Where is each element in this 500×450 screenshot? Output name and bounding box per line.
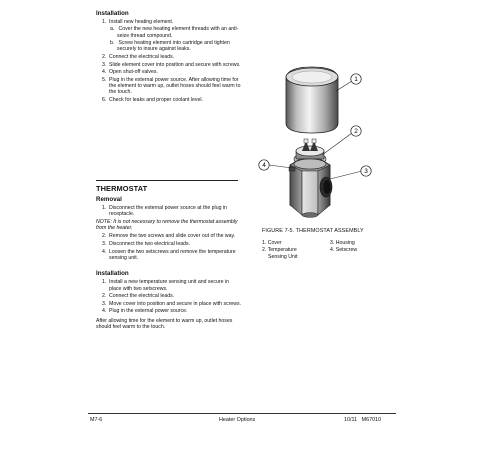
step-number: 1.: [102, 279, 107, 286]
housing-part: [290, 159, 332, 217]
step-number: 4.: [102, 69, 107, 76]
legend-text: Cover: [267, 240, 282, 246]
legend-text: Setscrew: [335, 247, 358, 253]
callout-label: 2: [354, 128, 358, 136]
closing-paragraph: After allowing time for the element to warm up, outlet hoses should feel warm to the touch.: [96, 317, 233, 330]
list-item: [96, 308, 242, 314]
removal-steps-continued: [96, 233, 242, 261]
list-item: [96, 205, 242, 218]
step-number: 2.: [102, 293, 107, 300]
substeps: [109, 26, 242, 52]
step-number: 1.: [102, 19, 107, 25]
step-text: Cover the new heating element threads with an anti-seize thread compound.: [117, 26, 239, 39]
cover-part: [286, 67, 338, 133]
footer-section-title: Heater Options: [219, 417, 256, 423]
step-text: Install a new temperature sensing unit and secure in place with two setscrews.: [109, 279, 229, 292]
legend-item: [330, 247, 357, 253]
step-number: 3.: [102, 241, 107, 248]
list-item: [96, 249, 242, 262]
step-text: Check for leaks and proper coolant level.: [109, 97, 204, 104]
note-text: NOTE: It is not necessary to remove the thermostat assembly from the heater.: [96, 218, 238, 232]
step-text: Loosen the two setscrews and remove the temperature sensing unit.: [109, 248, 236, 261]
legend-text: Housing: [335, 240, 355, 246]
list-item: [96, 77, 242, 96]
left-column: [96, 10, 242, 105]
callout-2: [351, 126, 361, 136]
legend-item: [262, 247, 297, 253]
section-divider: [96, 180, 238, 181]
step-text: Disconnect the two electrical leads.: [109, 241, 191, 248]
callout-4: [259, 160, 269, 170]
list-item: [96, 301, 242, 307]
installation-heading: Installation: [96, 10, 129, 17]
list-item: [96, 241, 242, 247]
legend-item: [268, 254, 297, 260]
step-text: Plug in the external power source.: [109, 308, 188, 315]
step-number: 4.: [102, 248, 107, 255]
installation-steps: [96, 19, 242, 103]
step-text: Connect the electrical leads.: [109, 54, 175, 61]
list-item: [96, 69, 242, 75]
page-number: M7-6: [90, 417, 103, 423]
legend-number: 1.: [262, 240, 267, 246]
footer-divider: [88, 413, 396, 414]
thermostat-installation-steps: [96, 279, 242, 314]
step-number: 5.: [102, 76, 107, 83]
thermostat-assembly-figure: [248, 55, 388, 240]
step-text: Install new heating element.: [109, 19, 174, 25]
list-item: [109, 26, 242, 39]
thermostat-section: [96, 184, 242, 330]
step-number: 2.: [102, 54, 107, 61]
step-number: 6.: [102, 97, 107, 104]
step-text: Remove the two screws and slide cover out of the way.: [109, 233, 236, 240]
step-text: Slide element cover into position and secure with screws.: [109, 61, 241, 68]
step-number: 4.: [102, 308, 107, 315]
list-item: [96, 54, 242, 60]
step-number: 1.: [102, 205, 107, 211]
legend-number: 2.: [262, 247, 267, 253]
step-number: a.: [110, 26, 115, 33]
step-text: Connect the electrical leads.: [109, 293, 175, 300]
list-item: [96, 233, 242, 239]
callout-1: [351, 74, 361, 84]
step-text: Open shut-off valves.: [109, 69, 158, 76]
step-number: 2.: [102, 233, 107, 240]
legend-item: [262, 240, 282, 246]
list-item: [96, 19, 242, 53]
legend-text: Temperature: [267, 247, 297, 253]
step-number: b.: [110, 40, 115, 47]
step-text: Disconnect the external power source at the plug in receptacle.: [109, 205, 227, 218]
callout-label: 1: [354, 76, 358, 84]
removal-steps: [96, 205, 242, 218]
legend-number: 4.: [330, 247, 335, 253]
step-text: Screw heating element into cartridge and tighten securely to insure against leaks.: [117, 40, 230, 53]
figure-caption: FIGURE 7-5. THERMOSTAT ASSEMBLY: [262, 228, 364, 234]
list-item: [96, 97, 242, 103]
thermostat-title: THERMOSTAT: [96, 184, 148, 193]
removal-heading: Removal: [96, 196, 122, 203]
callout-label: 3: [364, 168, 368, 176]
list-item: [109, 40, 242, 53]
legend-text: Sensing Unit: [268, 254, 298, 260]
step-text: Plug in the external power source. After allowing time for the element to warm up, outlet hoses should feel warm to the touch.: [109, 76, 241, 96]
legend-number: 3.: [330, 240, 335, 246]
footer-document-id: 10/11 M67010: [344, 417, 382, 423]
thermostat-installation-heading: Installation: [96, 270, 129, 278]
callout-label: 4: [262, 162, 266, 170]
list-item: [96, 62, 242, 68]
step-number: 3.: [102, 61, 107, 68]
legend-item: [330, 240, 355, 246]
callout-3: [361, 166, 371, 176]
list-item: [96, 293, 242, 299]
step-number: 3.: [102, 300, 107, 307]
list-item: [96, 279, 242, 292]
step-text: Move cover into position and secure in place with screws.: [109, 300, 242, 307]
